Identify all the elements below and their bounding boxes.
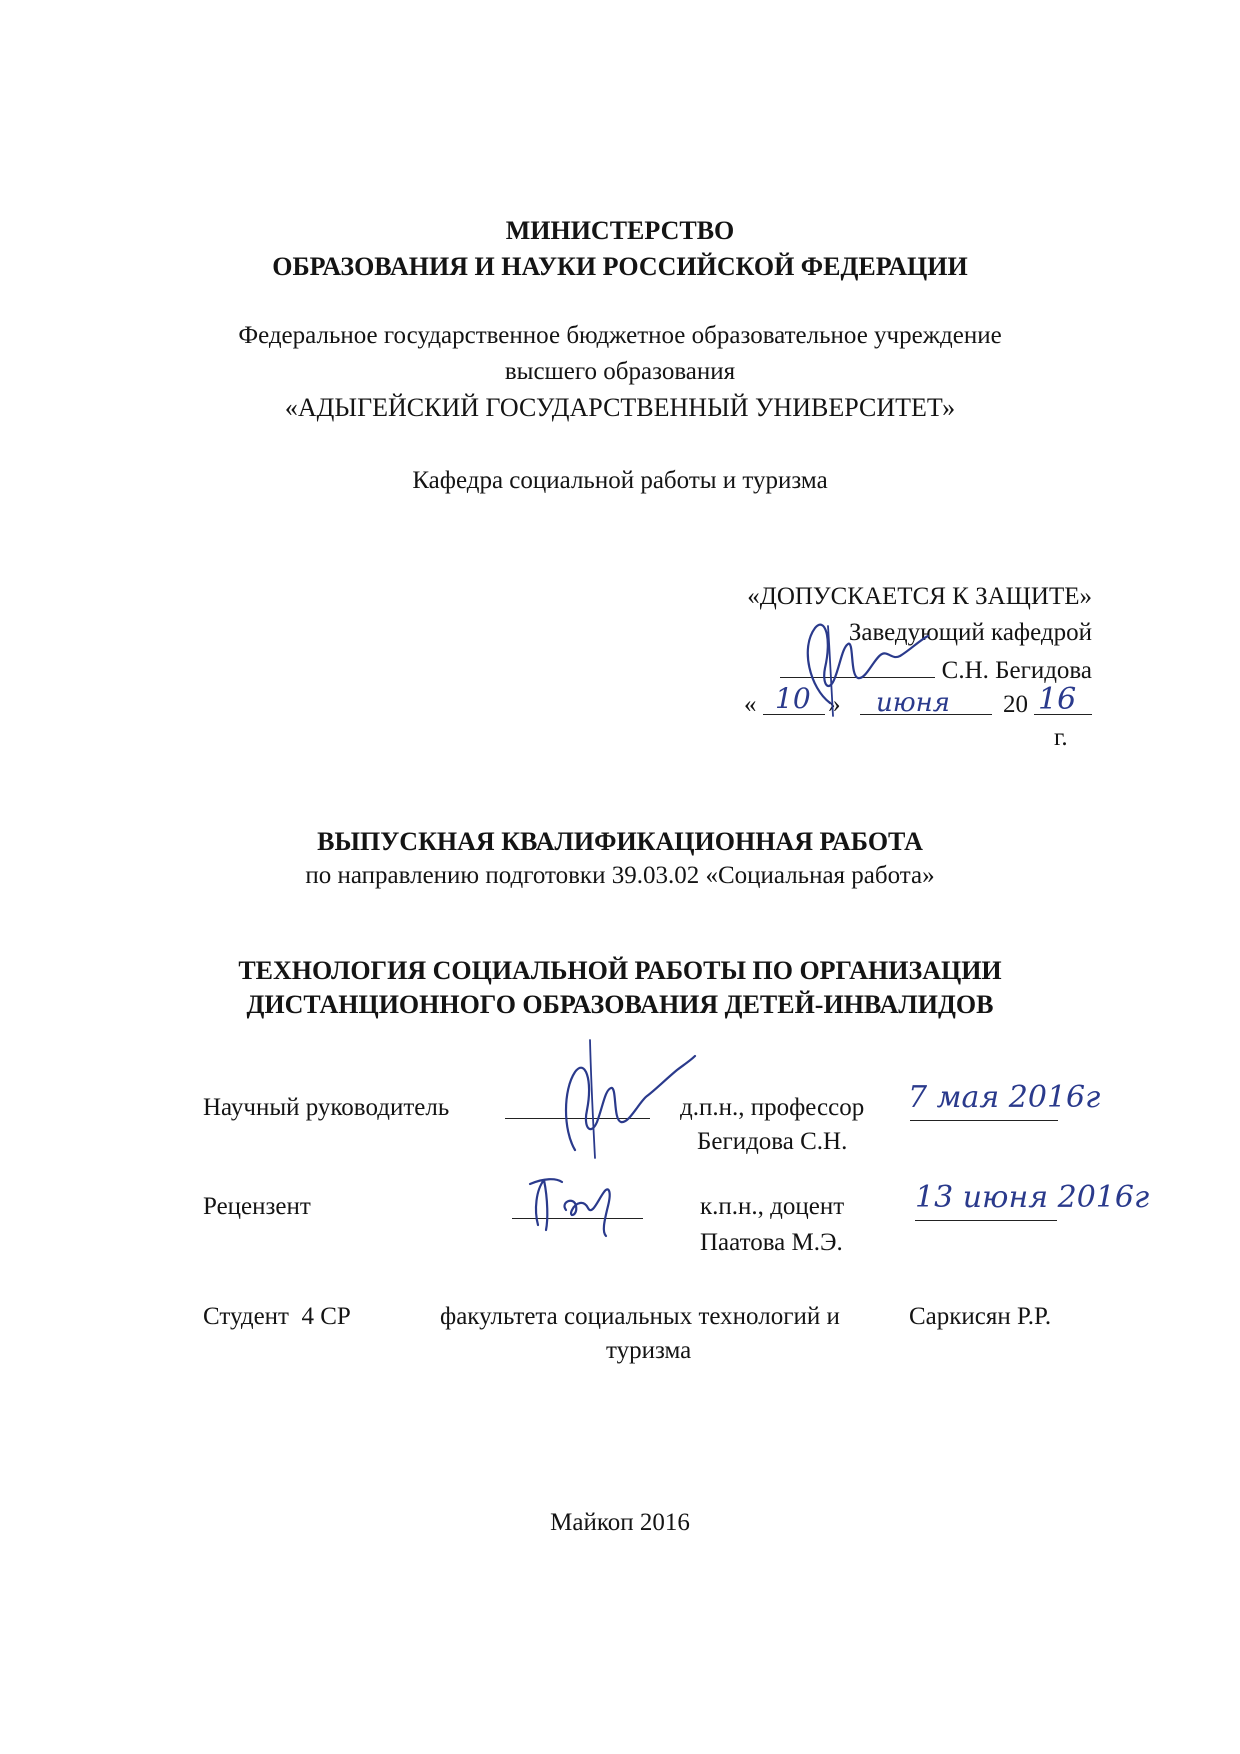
- reviewer-signature-icon: [520, 1170, 640, 1240]
- ministry-line-1: МИНИСТЕРСТВО: [505, 216, 735, 245]
- institution-line-2: высшего образования: [504, 358, 736, 385]
- student-faculty-line-2: туризма: [606, 1337, 692, 1364]
- supervisor-degree: д.п.н., профессор: [680, 1094, 865, 1121]
- approval-role: Заведующий кафедрой: [848, 619, 1092, 646]
- student-name: Саркисян Р.Р.: [909, 1303, 1052, 1330]
- student-faculty-line-1: факультета социальных технологий и: [440, 1303, 840, 1330]
- approval-year-suffix: г.: [1054, 724, 1068, 751]
- supervisor-handwritten-date: 7 мая 2016г: [908, 1080, 1101, 1115]
- topic-line-1: ТЕХНОЛОГИЯ СОЦИАЛЬНОЙ РАБОТЫ ПО ОРГАНИЗАЦИИ: [238, 956, 1002, 985]
- approval-date-line: [744, 691, 757, 719]
- reviewer-date-line: [915, 1220, 1057, 1221]
- topic-line-2: ДИСТАНЦИОННОГО ОБРАЗОВАНИЯ ДЕТЕЙ-ИНВАЛИДОВ: [246, 990, 994, 1019]
- approval-close-quote: »: [828, 691, 841, 718]
- reviewer-degree: к.п.н., доцент: [700, 1193, 845, 1220]
- approval-signature-icon: [770, 598, 930, 718]
- approval-year-prefix: 20: [1003, 691, 1028, 718]
- work-direction: по направлению подготовки 39.03.02 «Социальная работа»: [305, 862, 935, 889]
- supervisor-date-line: [910, 1120, 1058, 1121]
- university-name: «АДЫГЕЙСКИЙ ГОСУДАРСТВЕННЫЙ УНИВЕРСИТЕТ»: [284, 393, 956, 422]
- department-name: Кафедра социальной работы и туризма: [412, 467, 828, 494]
- reviewer-name: Паатова М.Э.: [700, 1229, 843, 1256]
- approval-handwritten-month: июня: [876, 688, 950, 718]
- approval-handwritten-day: 10: [775, 682, 811, 715]
- approval-open-quote: «: [744, 691, 757, 718]
- approval-title: «ДОПУСКАЕТСЯ К ЗАЩИТЕ»: [747, 583, 1092, 610]
- approval-name: С.Н. Бегидова: [941, 657, 1092, 684]
- reviewer-handwritten-date: 13 июня 2016г: [915, 1180, 1150, 1215]
- approval-handwritten-year: 16: [1038, 682, 1077, 717]
- work-type: ВЫПУСКНАЯ КВАЛИФИКАЦИОННАЯ РАБОТА: [317, 827, 923, 856]
- supervisor-label: Научный руководитель: [203, 1094, 450, 1121]
- institution-line-1: Федеральное государственное бюджетное образовательное учреждение: [238, 322, 1002, 349]
- ministry-line-2: ОБРАЗОВАНИЯ И НАУКИ РОССИЙСКОЙ ФЕДЕРАЦИИ: [272, 252, 968, 281]
- supervisor-name: Бегидова С.Н.: [697, 1128, 848, 1155]
- city-year: Майкоп 2016: [550, 1509, 690, 1536]
- reviewer-label: Рецензент: [203, 1193, 311, 1220]
- student-label: Студент 4 СР: [203, 1303, 351, 1330]
